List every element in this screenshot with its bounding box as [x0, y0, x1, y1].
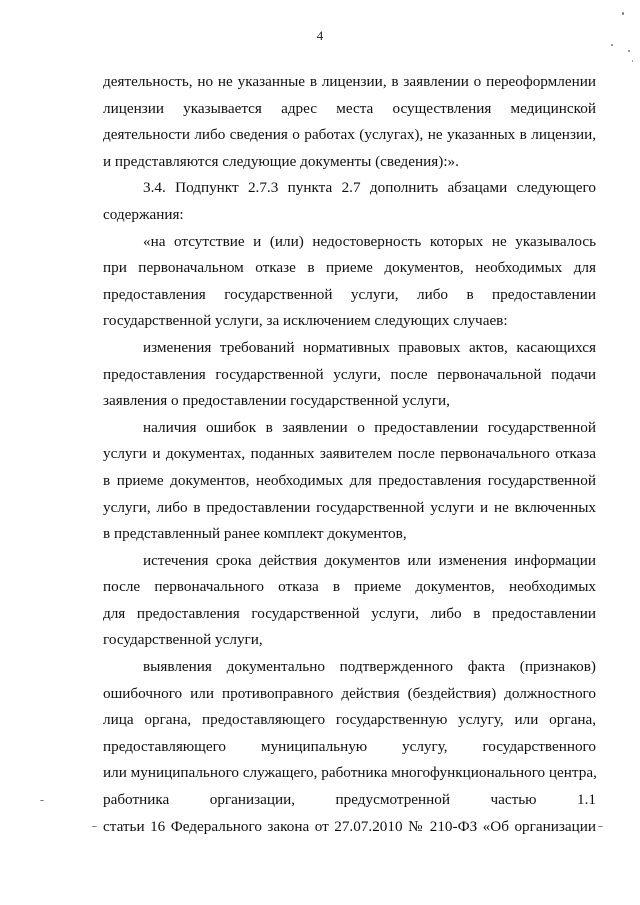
page-number: 4 — [316, 28, 324, 43]
scan-speck — [92, 826, 97, 827]
text-line: 3.4. Подпункт 2.7.3 пункта 2.7 дополнить абзацами следующего — [143, 179, 596, 197]
text-line: в представленный ранее комплект документов, — [103, 525, 407, 543]
text-line: для предоставления государственной услуги, либо в предоставлении — [103, 604, 596, 622]
text-line: государственной услуги, — [103, 631, 263, 649]
text-line: «на отсутствие и (или) недостоверность которых не указывалось — [143, 232, 596, 250]
text-line: работника организации, предусмотренной частью 1.1 — [103, 791, 596, 809]
paragraph — [103, 229, 596, 335]
scan-speck — [628, 50, 630, 52]
text-line: выявления документально подтвержденного факта (признаков) — [143, 658, 596, 676]
text-line: услуги, либо в предоставлении государственной услуги и не включенных — [103, 498, 596, 516]
scan-speck — [598, 826, 603, 827]
text-line: деятельность, но не указанные в лицензии, в заявлении о переоформлении — [103, 73, 596, 90]
scan-speck — [611, 44, 613, 46]
text-line: или муниципального служащего, работника многофункционального центра, — [103, 764, 597, 782]
text-line: после первоначального отказа в приеме документов, необходимых — [103, 578, 596, 596]
paragraph — [103, 415, 596, 548]
text-line: заявления о предоставлении государственной услуги, — [103, 392, 450, 410]
text-line: государственной услуги, за исключением следующих случаев: — [103, 312, 508, 330]
text-line: ошибочного или противоправного действия (бездействия) должностного — [103, 684, 596, 702]
text-line: и представляются следующие документы (сведения):». — [103, 152, 459, 170]
document-body — [103, 69, 596, 840]
paragraph — [103, 335, 596, 415]
text-line: деятельности либо сведения о работах (услугах), не указанных в лицензии, — [103, 126, 596, 144]
text-line: в приеме документов, необходимых для предоставления государственной — [103, 471, 596, 489]
text-line: содержания: — [103, 205, 184, 223]
scan-speck — [632, 60, 633, 62]
text-line: наличия ошибок в заявлении о предоставлении государственной — [143, 418, 596, 436]
paragraph — [103, 175, 596, 228]
text-line: лицензии указывается адрес места осуществления медицинской — [103, 99, 596, 117]
paragraph — [103, 69, 596, 175]
text-line: истечения срока действия документов или изменения информации — [143, 551, 596, 569]
text-line: лица органа, предоставляющего государственную услугу, или органа, — [103, 711, 596, 729]
text-line: изменения требований нормативных правовых актов, касающихся — [143, 338, 596, 356]
paragraph — [103, 654, 596, 840]
text-line: услуги и документах, поданных заявителем после первоначального отказа — [103, 445, 596, 463]
text-line: предоставления государственной услуги, после первоначальной подачи — [103, 365, 596, 383]
paragraph — [103, 548, 596, 654]
text-line: предоставления государственной услуги, либо в предоставлении — [103, 285, 596, 303]
text-line: статьи 16 Федерального закона от 27.07.2010 № 210-ФЗ «Об организации — [103, 817, 596, 835]
text-line: при первоначальном отказе в приеме документов, необходимых для — [103, 259, 596, 277]
scan-speck — [40, 800, 44, 801]
scan-speck — [622, 12, 624, 15]
text-line: предоставляющего муниципальную услугу, государственного — [103, 737, 596, 755]
